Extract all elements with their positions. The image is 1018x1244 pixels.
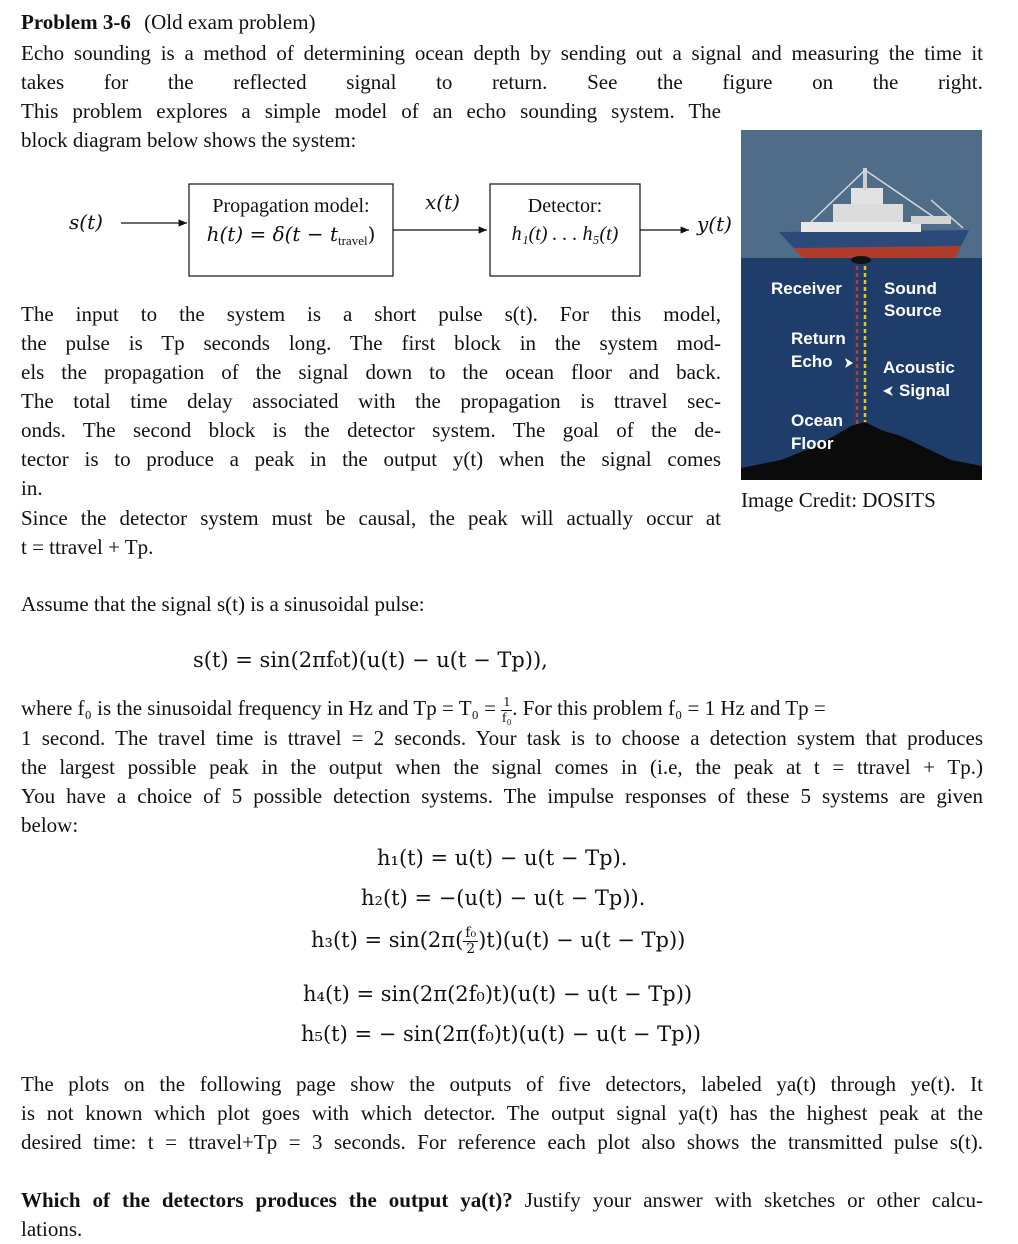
question-line-2: lations. (21, 1217, 83, 1241)
problem-note: (Old exam problem) (144, 10, 316, 34)
task-line-5: below: (21, 813, 79, 837)
echo-sounding-figure (741, 130, 982, 480)
echo-label: Echo (791, 352, 833, 371)
intro-word: the (657, 70, 683, 94)
impulse-response-h1: h₁(t) = u(t) − u(t − Tp). (377, 846, 628, 870)
image-credit: Image Credit: DOSITS (741, 488, 936, 512)
return-label: Return (791, 329, 846, 348)
task-line-3: the largest possible peak in the output when the signal comes in (i.e, the peak at t = ttravel + Tp.) (21, 755, 983, 779)
intro-word: on (812, 70, 834, 94)
intro-line-1: Echo sounding is a method of determining ocean depth by sending out a signal and measuring the time it (21, 41, 983, 65)
description-line: els the propagation of the signal down to the ocean floor and back. (21, 360, 721, 384)
task-line-4: You have a choice of 5 possible detection systems. The impulse responses of these 5 systems are given (21, 784, 983, 808)
impulse-response-h3: h₃(t) = sin(2π( $\frac{\text{f₀}}{2}$ )t)(u(t) − u(t − Tp)) (311, 925, 686, 957)
impulse-response-h5: h₅(t) = − sin(2π(f₀)t)(u(t) − u(t − Tp)) (301, 1022, 701, 1046)
description (21, 300, 721, 503)
description-line: The total time delay associated with the propagation is ttravel sec- (21, 389, 721, 413)
fraction-f0-over-2: $\frac{\text{f₀}}{2}$ (465, 925, 477, 957)
causal-line-2: t = ttravel + Tp. (21, 535, 154, 559)
signal-equation: s(t) = sin(2πf₀t)(u(t) − u(t − Tp)), (193, 648, 548, 672)
sound-label: Sound (884, 279, 937, 298)
fraction-1-over-f0: $\frac{1}{\text{f₀}}$ (501, 694, 512, 726)
propagation-equation: $h(t) = \delta(t - t_{travel})$ (206, 222, 376, 248)
intro-word: takes (21, 70, 65, 94)
task-line-2: 1 second. The travel time is ttravel = 2 seconds. Your task is to choose a detection system that produces (21, 726, 983, 750)
causal-line-1: Since the detector system must be causal, the peak will actually occur at (21, 506, 721, 530)
problem-title (21, 8, 316, 37)
plots-line-1: The plots on the following page show the outputs of five detectors, labeled ya(t) through ye(t). It (21, 1072, 983, 1096)
intro-word: the (872, 70, 899, 94)
question-rest: Justify your answer with sketches or other calcu- (512, 1188, 983, 1212)
description-line: tector is to produce a peak in the output y(t) when the signal comes (21, 447, 721, 471)
acoustic-label: Acoustic (883, 358, 955, 377)
task-line-1: where f₀ is the sinusoidal frequency in Hz and Tp = T₀ = $\frac{1}{\text{f₀}}$ . For this problem f₀ = 1 Hz and Tp = (21, 694, 826, 726)
description-line: The input to the system is a short pulse s(t). For this model, (21, 302, 721, 326)
receiver-label: Receiver (771, 279, 842, 298)
assumption-text: Assume that the signal s(t) is a sinusoidal pulse: (21, 592, 425, 616)
plots-line-3: desired time: t = ttravel+Tp = 3 seconds. For reference each plot also shows the transmitted pulse s(t). (21, 1130, 983, 1154)
mid-signal-label: x(t) (425, 190, 460, 214)
propagation-title: Propagation model: (212, 195, 370, 217)
input-label: s(t) (69, 210, 103, 234)
intro-word: signal (346, 70, 397, 94)
source-label: Source (884, 301, 942, 320)
description-line: onds. The second block is the detector system. The goal of the de- (21, 418, 721, 442)
detector-title: Detector: (527, 195, 603, 217)
intro-word: right. (937, 70, 983, 94)
description-line: the pulse is Tp seconds long. The first block in the system mod- (21, 331, 721, 355)
description-line: in. (21, 476, 43, 500)
intro-line-4: block diagram below shows the system: (21, 128, 357, 152)
intro-word: the (167, 70, 194, 94)
question-bold: Which of the detectors produces the output ya(t)? (21, 1188, 513, 1212)
output-label: y(t) (697, 212, 732, 236)
intro-word: figure (722, 70, 773, 94)
floor-label: Floor (791, 434, 834, 453)
intro-word: for (103, 70, 129, 94)
intro-word: See (587, 70, 618, 94)
intro-word: to (436, 70, 453, 94)
signal-label: Signal (899, 381, 951, 400)
impulse-response-h4: h₄(t) = sin(2π(2f₀)t)(u(t) − u(t − Tp)) (303, 982, 693, 1006)
intro-line-2 (21, 68, 983, 97)
intro-word: return. (492, 70, 548, 94)
detector-equation: h₁(t) . . . h₅(t) (511, 223, 619, 245)
transducer (851, 256, 871, 264)
impulse-response-h2: h₂(t) = −(u(t) − u(t − Tp)). (361, 886, 646, 910)
plots-line-2: is not known which plot goes with which detector. The output signal ya(t) has the highest peak at the (21, 1101, 983, 1125)
intro-word: reflected (233, 70, 307, 94)
question-line-1 (21, 1186, 983, 1215)
ocean-label: Ocean (791, 411, 843, 430)
intro-line-3: This problem explores a simple model of an echo sounding system. The (21, 99, 721, 123)
problem-number: Problem 3-6 (21, 10, 131, 34)
